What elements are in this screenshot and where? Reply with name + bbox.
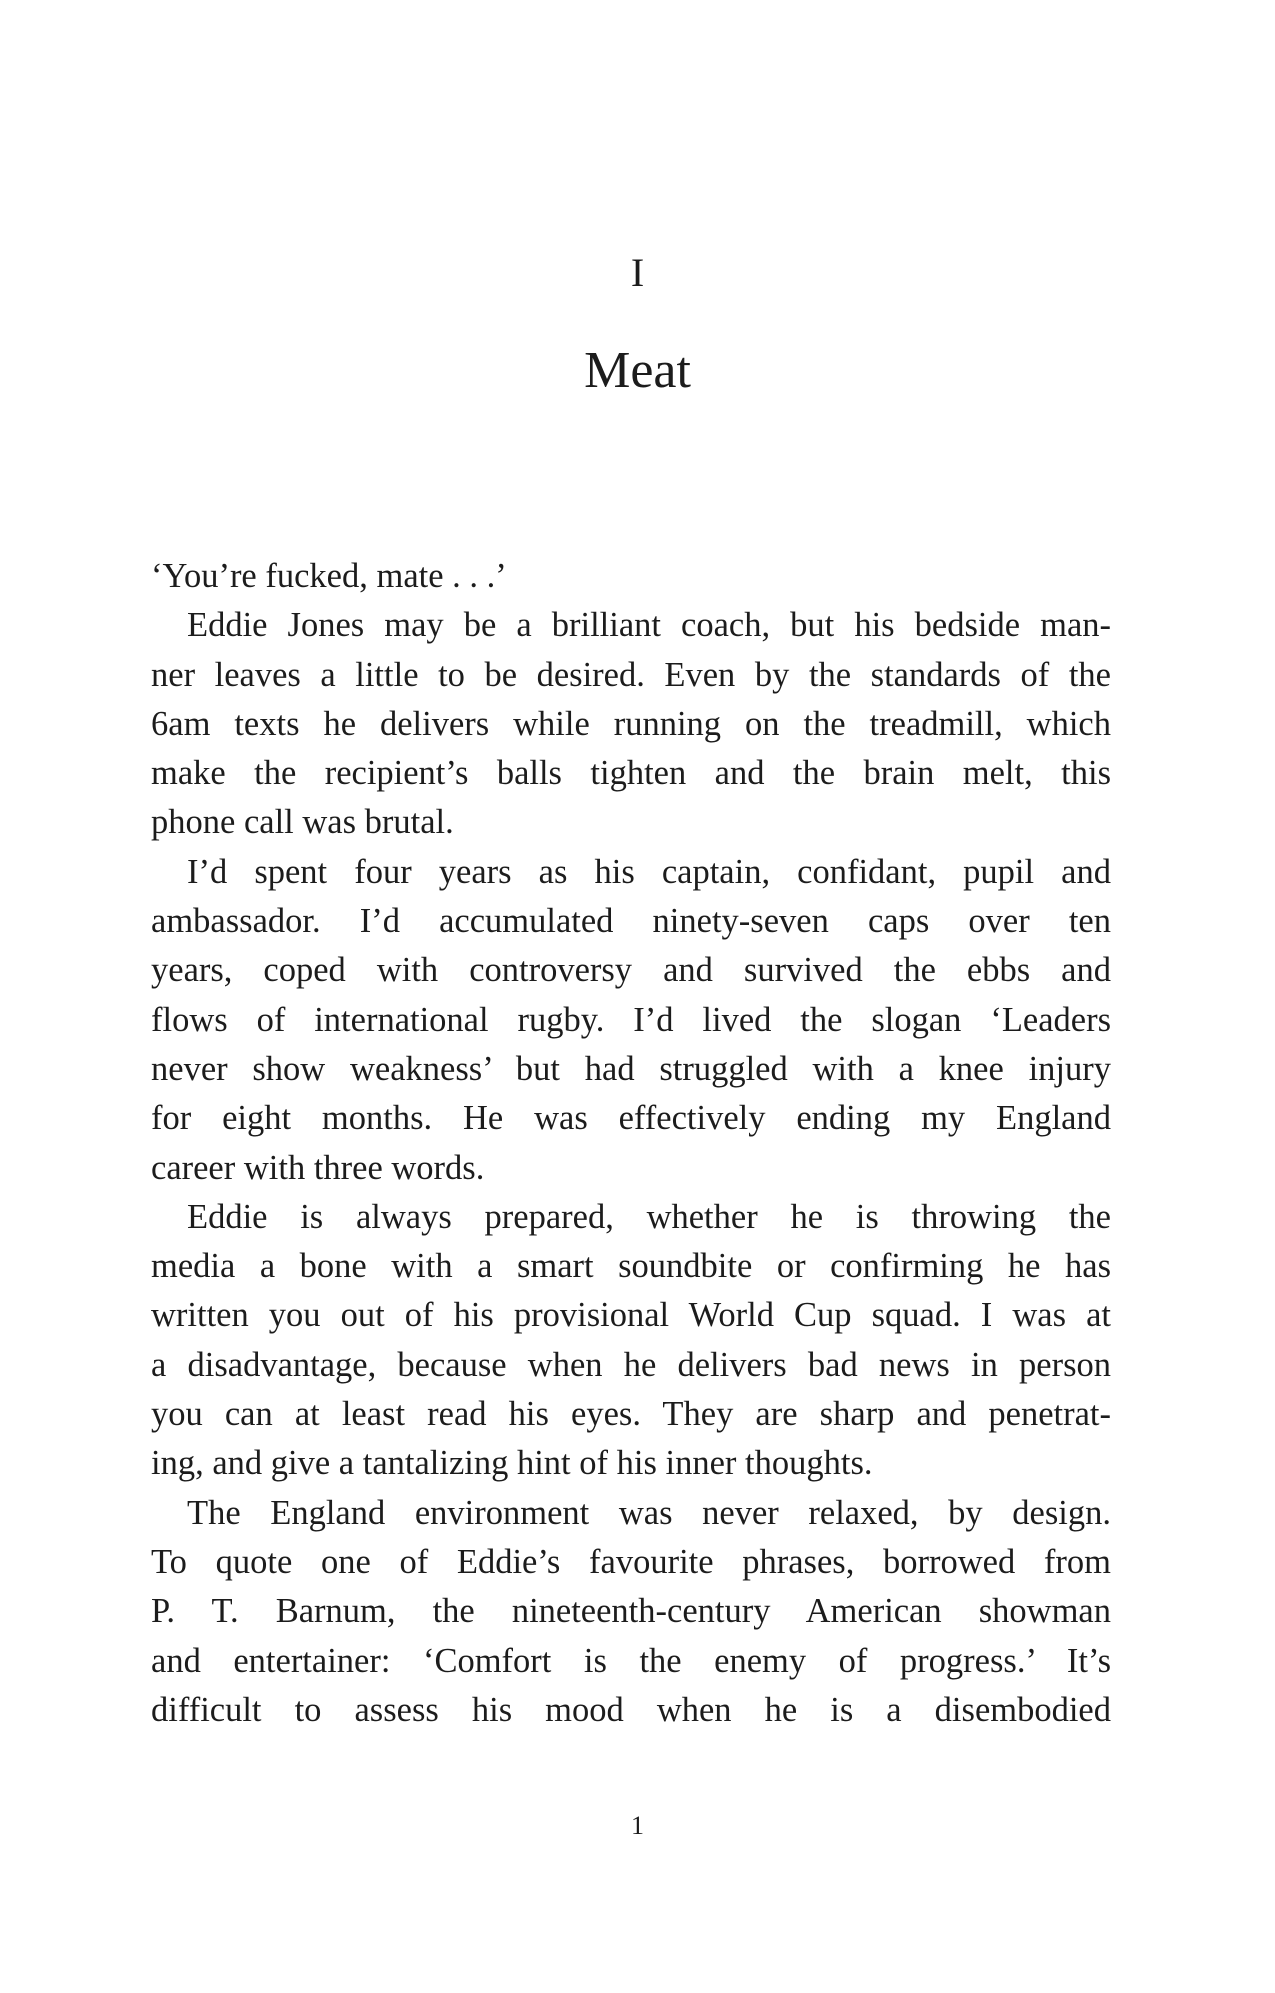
text-line: ing, and give a tantalizing hint of his inner thoughts. xyxy=(151,1444,873,1483)
text-line: a disadvantage, because when he delivers bad news in person xyxy=(151,1345,1111,1384)
text-line: P. T. Barnum, the nineteenth-century American showman xyxy=(151,1592,1111,1631)
text-line: media a bone with a smart soundbite or confirming he has xyxy=(151,1247,1111,1286)
text-line: never show weakness’ but had struggled with a knee injury xyxy=(151,1049,1111,1088)
text-line: and entertainer: ‘Comfort is the enemy of progress.’ It’s xyxy=(151,1641,1111,1680)
text-line: you can at least read his eyes. They are sharp and penetrat- xyxy=(151,1395,1111,1434)
text-line: ‘You’re fucked, mate . . .’ xyxy=(151,557,507,595)
chapter-number: I xyxy=(630,250,645,295)
body-text xyxy=(151,552,1111,1735)
text-line: career with three words. xyxy=(151,1148,485,1187)
text-line: ner leaves a little to be desired. Even by the standards of the xyxy=(151,655,1111,694)
chapter-title: Meat xyxy=(584,342,691,399)
text-line: 6am texts he delivers while running on the treadmill, which xyxy=(151,704,1111,743)
text-line: Eddie is always prepared, whether he is throwing the xyxy=(187,1197,1111,1236)
page-number: 1 xyxy=(631,1811,644,1840)
text-line: ambassador. I’d accumulated ninety-seven caps over ten xyxy=(151,902,1111,941)
text-line: for eight months. He was effectively ending my England xyxy=(151,1099,1111,1138)
text-line: difficult to assess his mood when he is a disembodied xyxy=(151,1690,1111,1729)
text-line: I’d spent four years as his captain, confidant, pupil and xyxy=(187,852,1111,891)
text-line: Eddie Jones may be a brilliant coach, but his bedside man- xyxy=(187,606,1111,645)
text-line: written you out of his provisional World Cup squad. I was at xyxy=(151,1296,1111,1335)
text-line: phone call was brutal. xyxy=(151,803,454,842)
text-line: years, coped with controversy and survived the ebbs and xyxy=(151,951,1111,990)
text-line: The England environment was never relaxed, by design. xyxy=(187,1493,1111,1532)
text-line: make the recipient’s balls tighten and the brain melt, this xyxy=(151,754,1111,793)
text-line: To quote one of Eddie’s favourite phrases, borrowed from xyxy=(151,1542,1111,1581)
text-line: flows of international rugby. I’d lived the slogan ‘Leaders xyxy=(151,1000,1111,1039)
